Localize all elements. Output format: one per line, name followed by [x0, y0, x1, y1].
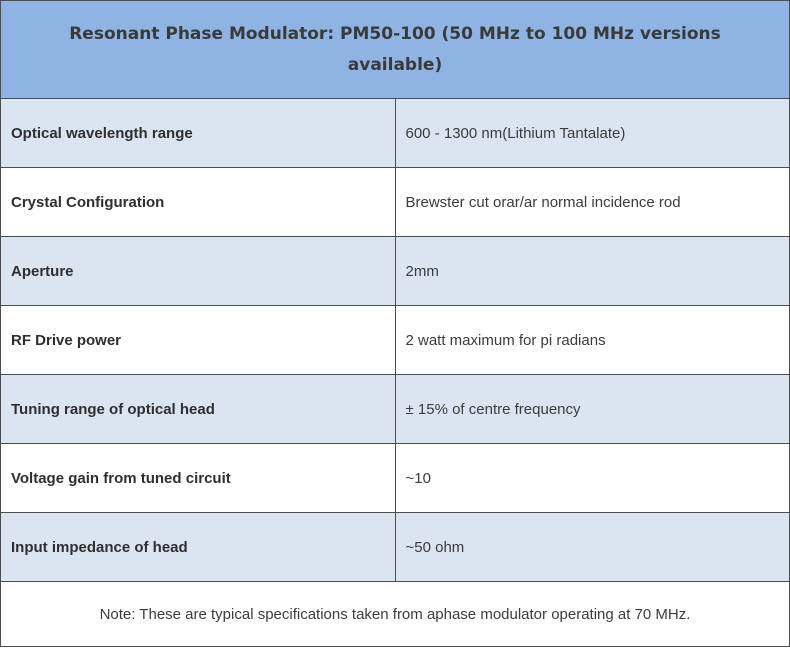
- spec-value: ~50 ohm: [395, 513, 790, 582]
- table-row: [1, 237, 790, 306]
- table-row: [1, 444, 790, 513]
- spec-label: RF Drive power: [1, 306, 396, 375]
- table-note-row: [1, 582, 790, 647]
- spec-value: ~10: [395, 444, 790, 513]
- table-row: [1, 168, 790, 237]
- table-header-row: [1, 1, 790, 99]
- spec-value: ± 15% of centre frequency: [395, 375, 790, 444]
- table-row: [1, 513, 790, 582]
- spec-value: Brewster cut orar/ar normal incidence rod: [395, 168, 790, 237]
- table-row: [1, 306, 790, 375]
- spec-label: Aperture: [1, 237, 396, 306]
- spec-value: 2mm: [395, 237, 790, 306]
- spec-label: Voltage gain from tuned circuit: [1, 444, 396, 513]
- spec-value: 600 - 1300 nm(Lithium Tantalate): [395, 99, 790, 168]
- spec-label: Tuning range of optical head: [1, 375, 396, 444]
- table-title: Resonant Phase Modulator: PM50-100 (50 MHz to 100 MHz versions available): [1, 1, 790, 99]
- table-row: [1, 375, 790, 444]
- spec-label: Input impedance of head: [1, 513, 396, 582]
- spec-value: 2 watt maximum for pi radians: [395, 306, 790, 375]
- table-note: Note: These are typical specifications taken from aphase modulator operating at 70 MHz.: [1, 582, 790, 647]
- spec-label: Optical wavelength range: [1, 99, 396, 168]
- table-row: [1, 99, 790, 168]
- spec-label: Crystal Configuration: [1, 168, 396, 237]
